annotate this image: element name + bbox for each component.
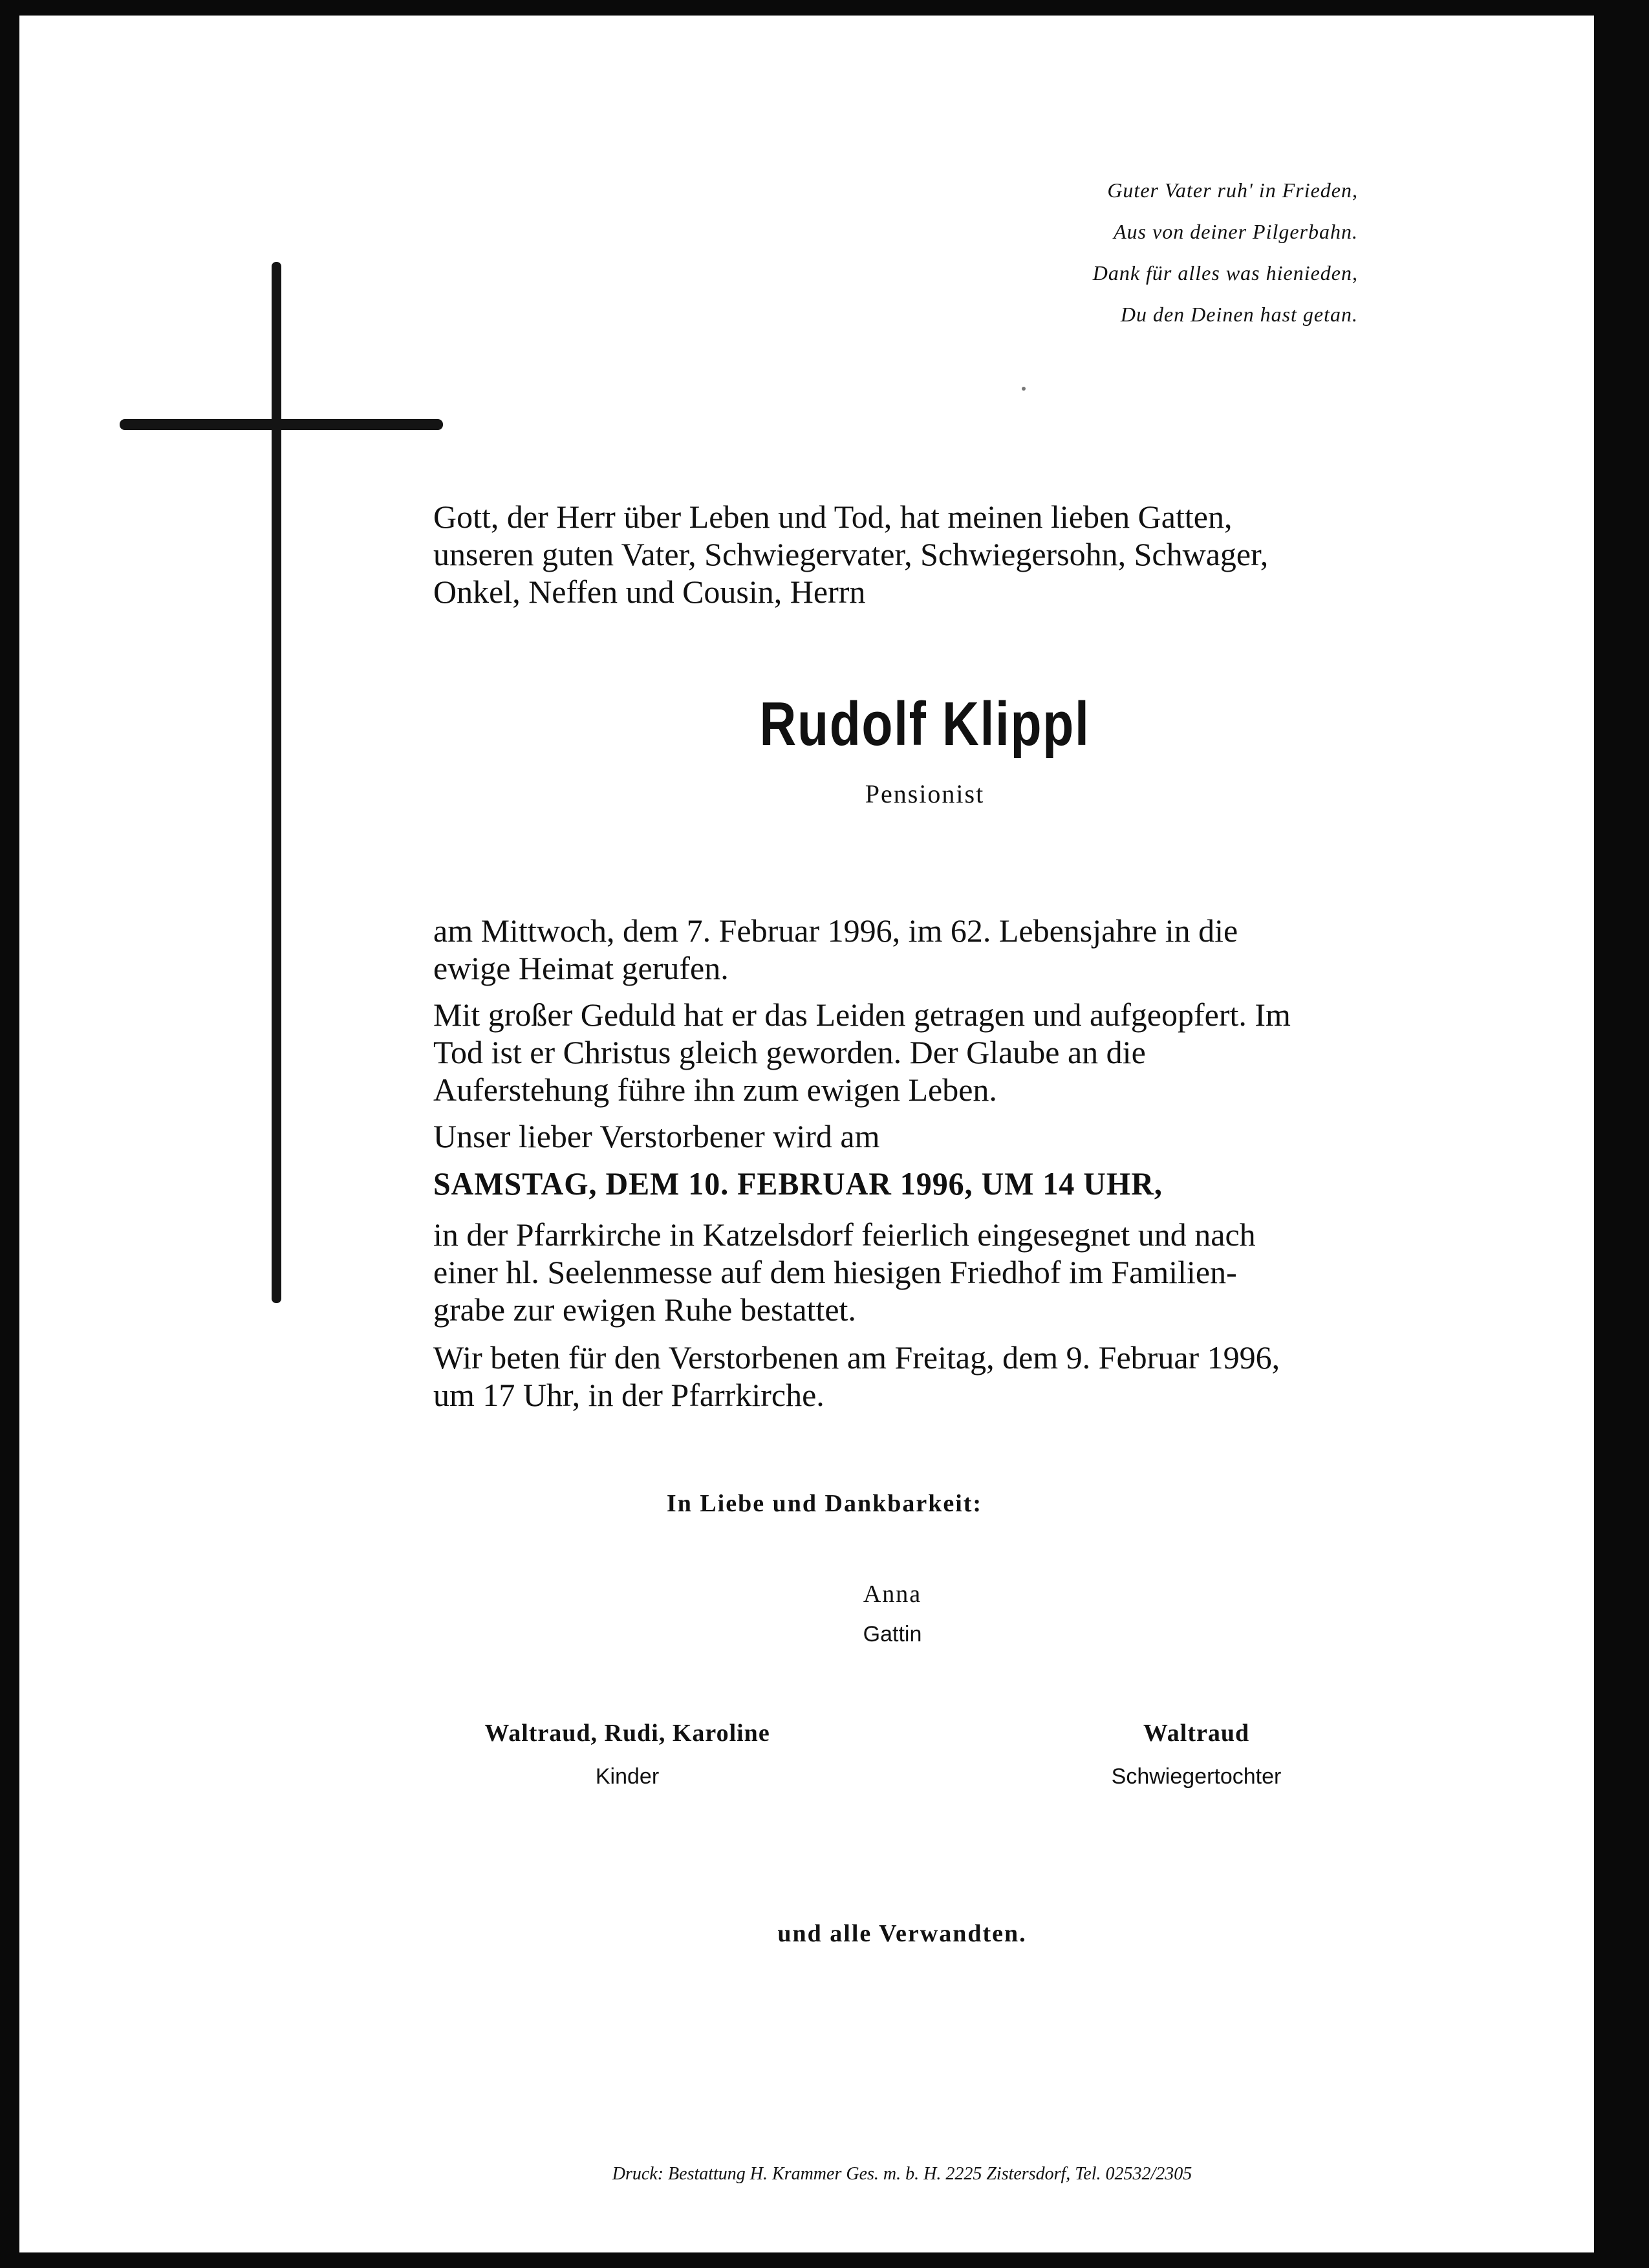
text-line: um 17 Uhr, in der Pfarrkirche. — [433, 1377, 824, 1413]
verse-line: Guter Vater ruh' in Frieden, — [1107, 178, 1358, 202]
prayer-paragraph — [433, 1339, 1416, 1414]
text-line: Mit großer Geduld hat er das Leiden getragen und aufgeopfert. Im — [433, 997, 1291, 1033]
verse-line: Aus von deiner Pilgerbahn. — [1114, 220, 1358, 243]
intro-line: unseren guten Vater, Schwiegervater, Schwiegersohn, Schwager, — [433, 536, 1269, 572]
border-bottom — [0, 2252, 1649, 2268]
text-line: Wir beten für den Verstorbenen am Freitag, dem 9. Februar 1996, — [433, 1339, 1280, 1376]
verse-line: Dank für alles was hienieden, — [1092, 261, 1358, 285]
daughter-in-law-name: Waltraud — [1143, 1720, 1250, 1747]
spouse-role: Gattin — [863, 1622, 922, 1647]
text-line: Auferstehung führe ihn zum ewigen Leben. — [433, 1072, 997, 1108]
funeral-intro — [433, 1118, 1416, 1155]
closing-phrase: In Liebe und Dankbarkeit: — [666, 1490, 983, 1517]
deceased-profession: Pensionist — [865, 779, 985, 808]
faith-paragraph — [433, 996, 1416, 1108]
printer-imprint: Druck: Bestattung H. Krammer Ges. m. b. H. 2225 Zistersdorf, Tel. 02532/2305 — [612, 2164, 1192, 2184]
border-top — [0, 0, 1649, 16]
cross-horizontal-bar — [120, 419, 443, 430]
intro-line: Gott, der Herr über Leben und Tod, hat meinen lieben Gatten, — [433, 499, 1233, 535]
spouse-name: Anna — [863, 1581, 922, 1608]
children-names: Waltraud, Rudi, Karoline — [484, 1720, 770, 1747]
text-line: Unser lieber Verstorbener wird am — [433, 1118, 880, 1154]
intro-line: Onkel, Neffen und Cousin, Herrn — [433, 574, 866, 610]
text-line: Tod ist er Christus gleich geworden. Der Glaube an die — [433, 1034, 1146, 1070]
verse-line: Du den Deinen hast getan. — [1120, 303, 1358, 326]
cross-vertical-bar — [272, 262, 281, 1303]
text-line: einer hl. Seelenmesse auf dem hiesigen Friedhof im Familien- — [433, 1254, 1237, 1290]
paper-speck — [1022, 387, 1026, 391]
funeral-details-paragraph — [433, 1216, 1416, 1328]
children-role: Kinder — [595, 1764, 660, 1789]
text-line: grabe zur ewigen Ruhe bestattet. — [433, 1291, 856, 1328]
death-notice-paragraph — [433, 912, 1416, 987]
daughter-in-law-role: Schwiegertochter — [1111, 1764, 1282, 1789]
memorial-verse — [841, 169, 1358, 335]
text-line: in der Pfarrkirche in Katzelsdorf feierlich eingesegnet und nach — [433, 1216, 1256, 1253]
funeral-date: SAMSTAG, DEM 10. FEBRUAR 1996, UM 14 UHR, — [433, 1165, 1163, 1202]
intro-paragraph — [433, 498, 1416, 610]
deceased-name: Rudolf Klippl — [759, 689, 1090, 759]
text-line: am Mittwoch, dem 7. Februar 1996, im 62. Lebensjahre in die — [433, 913, 1238, 949]
text-line: ewige Heimat gerufen. — [433, 950, 729, 986]
relatives-line: und alle Verwandten. — [777, 1920, 1027, 1947]
